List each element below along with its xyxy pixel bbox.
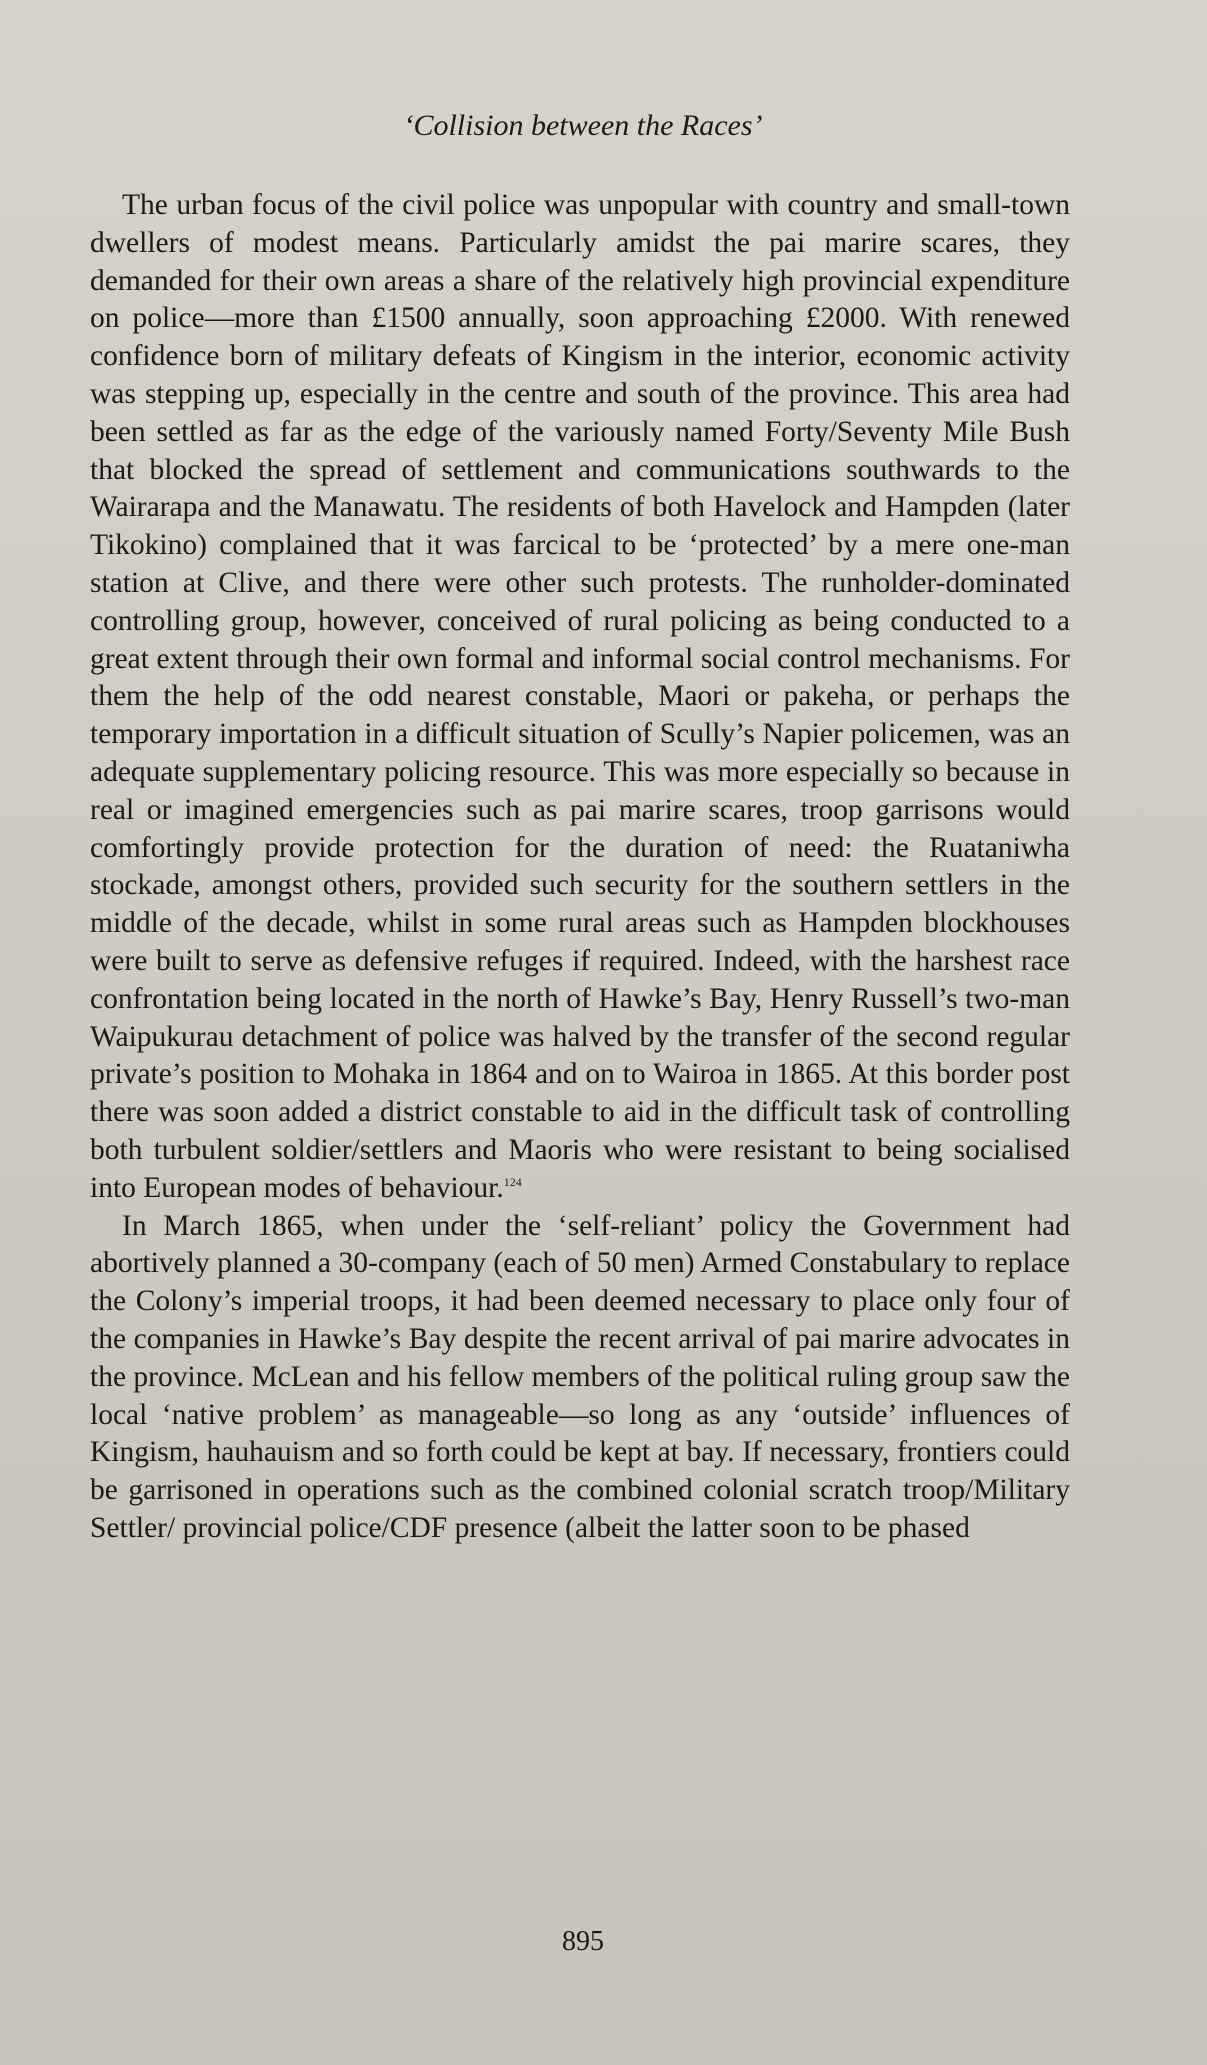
footnote-reference: 124 xyxy=(503,1174,522,1189)
paragraph-2-text: In March 1865, when under the ‘self-reliant’ policy the Government had abortively planned a 30-company (each of 50 men) Armed Constabulary to replace the Colony’s imperial troops, it had been deemed necessary to place only four of the companies in Hawke’s Bay despite the recent arrival of pai marire advocates in the province. McLean and his fellow members of the political ruling group saw the local ‘native problem’ as manageable—so long as any ‘outside’ influences of Kingism, hauhauism and so forth could be kept at bay. If necessary, frontiers could be garrisoned in operations such as the combined colonial scratch troop/Military Settler/ provincial police/CDF presence (albeit the latter soon to be phased xyxy=(90,1209,1070,1544)
paragraph-1 xyxy=(90,187,1070,1208)
page-number: 895 xyxy=(562,1926,604,1957)
paragraph-1-text: The urban focus of the civil police was unpopular with country and small-town dwellers of modest means. Particularly amidst the pai marire scares, they demanded for their own areas a share of the relatively high provincial expenditure on police—more than £1500 annually, soon approaching £2000. With renewed confidence born of military defeats of Kingism in the interior, economic activity was stepping up, especially in the centre and south of the province. This area had been settled as far as the edge of the variously named Forty/Seventy Mile Bush that blocked the spread of settlement and communications southwards to the Wairarapa and the Manawatu. The residents of both Havelock and Hampden (later Tikokino) complained that it was farcical to be ‘protected’ by a mere one-man station at Clive, and there were other such protests. The runholder-dominated controlling group, however, conceived of rural policing as being conducted to a great extent through their own formal and informal social control mechanisms. For them the help of the odd nearest constable, Maori or pakeha, or perhaps the temporary importation in a difficult situation of Scully’s Napier policemen, was an adequate supplementary policing resource. This was more especially so because in real or imagined emergencies such as pai marire scares, troop garrisons would comfortingly provide protection for the duration of need: the Ruataniwha stockade, amongst others, provided such security for the southern settlers in the middle of the decade, whilst in some rural areas such as Hampden blockhouses were built to serve as defensive refuges if required. Indeed, with the harshest race confrontation being located in the north of Hawke’s Bay, Henry Russell’s two-man Waipukurau detachment of police was halved by the transfer of the second regular private’s position to Mohaka in 1864 and on to Wairoa in 1865. At this border post there was soon added a district constable to aid in the difficult task of controlling both turbulent soldier/settlers and Maoris who were resistant to being socialised into European modes of behaviour. xyxy=(90,189,1070,1204)
running-head: ‘Collision between the Races’ xyxy=(403,109,763,142)
body-text xyxy=(90,187,1070,1548)
paragraph-2 xyxy=(90,1208,1070,1548)
